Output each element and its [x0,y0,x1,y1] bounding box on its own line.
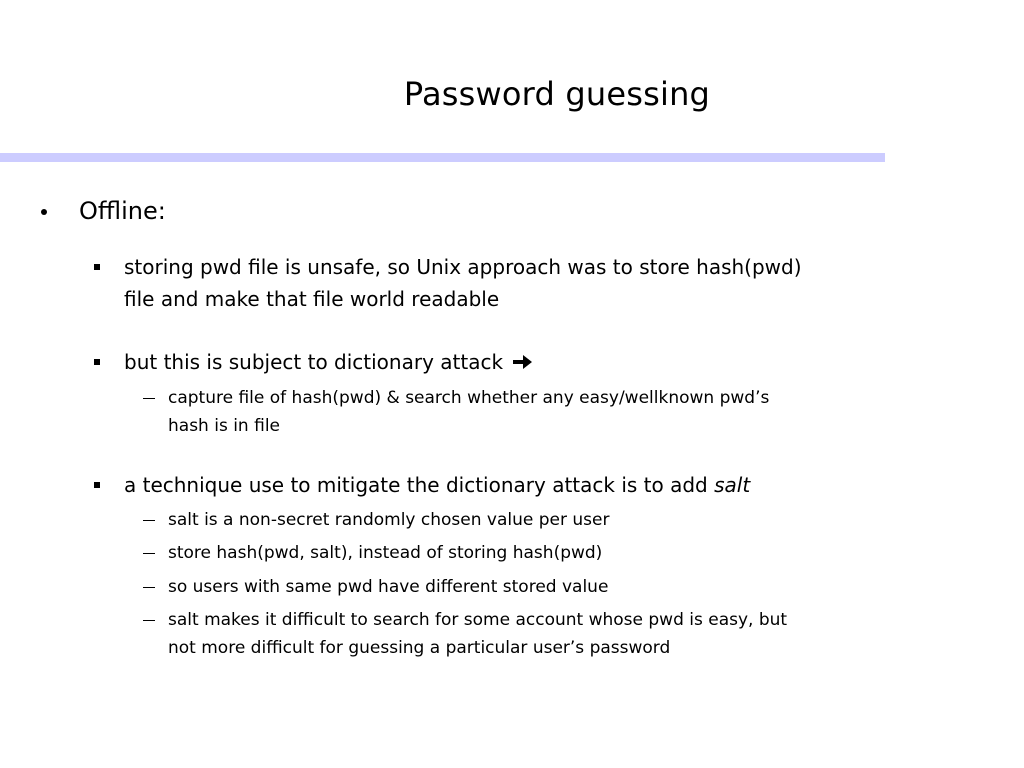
sub-bullet-dash-icon [143,620,155,621]
bullet-salt-emphasis: salt [714,473,751,497]
bullet-dictionary-attack [124,346,533,380]
bullet-square-icon [94,359,100,365]
bullet-square-icon [94,482,100,488]
sub-bullet-dash-icon [143,398,155,399]
bullet-dictionary-attack-text: but this is subject to dictionary attack [124,350,504,374]
bullet-storing-line-2: file and make that file world readable [124,287,500,311]
sub-bullet-dash-icon [143,553,155,554]
slide-title: Password guessing [403,75,711,113]
sub-salt-difficult-line-2: not more difficult for guessing a particular user’s password [168,638,671,658]
bullet-offline: Offline: [79,197,166,225]
sub-capture-line-2: hash is in file [168,416,281,436]
sub-bullet-dash-icon [143,587,155,588]
right-arrow-icon [511,348,533,380]
sub-salt-difficult-line-1: salt makes it difficult to search for some account whose pwd is easy, but [168,610,788,630]
sub-salt-definition: salt is a non-secret randomly chosen value per user [168,510,610,530]
bullet-storing-line-1: storing pwd file is unsafe, so Unix approach was to store hash(pwd) [124,255,802,279]
sub-store-hash: store hash(pwd, salt), instead of storing hash(pwd) [168,543,603,563]
bullet-square-icon [94,264,100,270]
bullet-salt [124,469,750,501]
bullet-dot-icon [41,209,47,215]
sub-same-pwd: so users with same pwd have different stored value [168,577,609,597]
sub-capture-line-1: capture file of hash(pwd) & search whether any easy/wellknown pwd’s [168,388,770,408]
bullet-salt-text: a technique use to mitigate the dictionary attack is to add [124,473,715,497]
sub-bullet-dash-icon [143,520,155,521]
